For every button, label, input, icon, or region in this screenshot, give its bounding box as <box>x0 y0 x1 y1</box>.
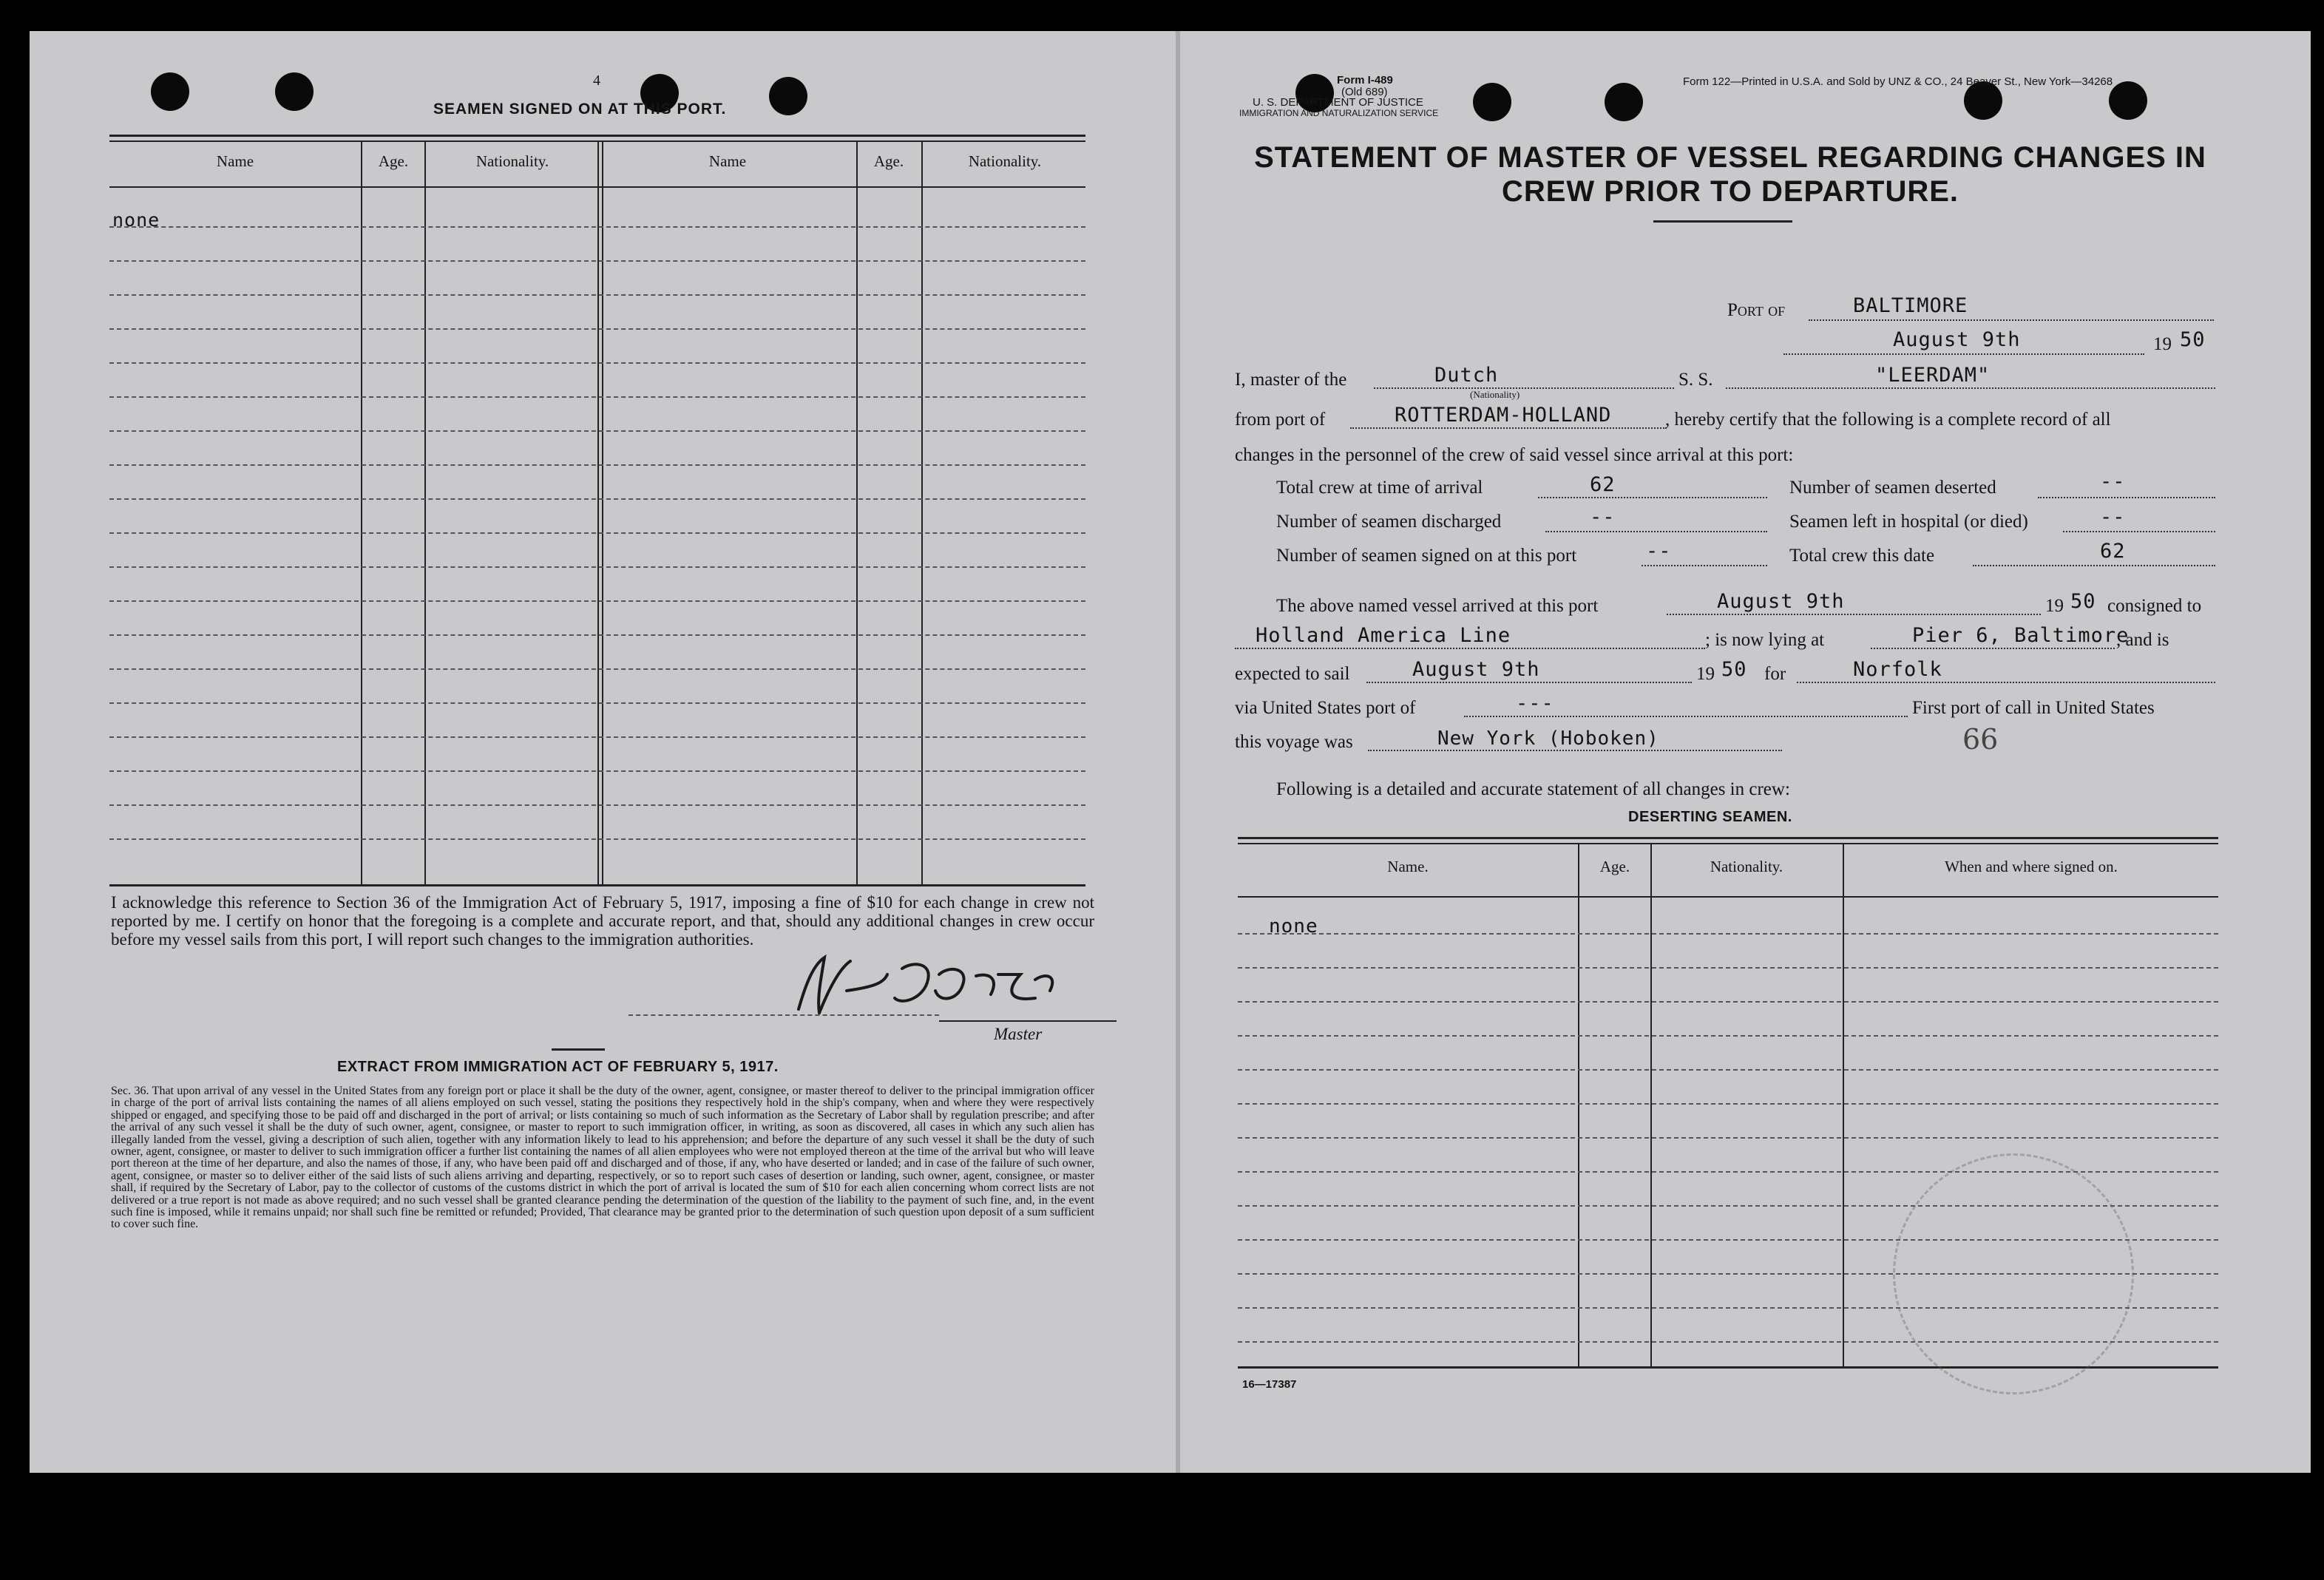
arrived-year-value: 50 <box>2070 590 2096 613</box>
col-divider <box>856 140 858 884</box>
for-label: for <box>1764 664 1786 684</box>
consigned-label: consigned to <box>2107 596 2202 616</box>
table-row <box>109 294 1085 296</box>
extract-divider <box>552 1048 605 1051</box>
form-id: Form I-489 <box>1337 74 1393 87</box>
footer-code: 16—17387 <box>1242 1378 1297 1391</box>
col-header-age: Age. <box>378 152 409 170</box>
table-row <box>1238 1103 2218 1105</box>
date-fill-line <box>1783 353 2144 355</box>
col-header-signed-on: When and where signed on. <box>1945 858 2118 875</box>
col-divider <box>597 140 599 884</box>
punch-hole <box>2109 81 2147 120</box>
signed-on-value: -- <box>1646 540 1672 563</box>
fill-line <box>1235 648 1705 649</box>
table-header-rule <box>1238 896 2218 898</box>
lying-value: Pier 6, Baltimore <box>1912 624 2130 647</box>
punch-hole <box>1605 83 1643 121</box>
table-top-rule <box>109 135 1085 137</box>
year-value: 50 <box>2180 328 2206 351</box>
table-row <box>109 328 1085 330</box>
changes-text: changes in the personnel of the crew of said vessel since arrival at this port: <box>1235 445 1794 465</box>
ss-label: S. S. <box>1678 370 1713 390</box>
following-text: Following is a detailed and accurate statement of all changes in crew: <box>1276 779 1790 799</box>
table-row <box>109 532 1085 534</box>
via-label: via United States port of <box>1235 698 1416 718</box>
faded-stamp <box>1893 1153 2134 1394</box>
col-divider <box>602 140 603 884</box>
col-divider <box>361 140 362 884</box>
table-row <box>1238 1137 2218 1139</box>
col-divider <box>921 140 923 884</box>
sail-value: August 9th <box>1412 658 1540 681</box>
col-divider <box>1843 843 1844 1366</box>
signature-line <box>939 1020 1117 1022</box>
table-row <box>109 362 1085 364</box>
sail-year-value: 50 <box>1721 658 1747 681</box>
table-top-rule <box>1238 837 2218 839</box>
deserted-value: -- <box>2100 470 2126 493</box>
consignee-value: Holland America Line <box>1256 624 1511 647</box>
fill-line <box>1642 565 1767 566</box>
port-fill-line <box>1809 319 2214 321</box>
page-number: 4 <box>593 72 600 89</box>
table-row <box>1238 1001 2218 1003</box>
col-header-nationality: Nationality. <box>1710 858 1783 875</box>
vessel-fill-line <box>1726 387 2215 389</box>
fill-line <box>1667 614 2041 615</box>
fill-line <box>1464 716 1908 717</box>
table-row <box>1238 1035 2218 1037</box>
first-port-label: First port of call in United States <box>1912 698 2155 718</box>
punch-hole <box>275 72 314 111</box>
via-value: --- <box>1516 692 1554 715</box>
fill-line <box>1797 682 2215 683</box>
port-label: Port of <box>1727 300 1786 320</box>
arrived-year-prefix: 19 <box>2045 596 2064 616</box>
table-row <box>109 736 1085 738</box>
sail-label: expected to sail <box>1235 664 1350 684</box>
col-header-age: Age. <box>1599 858 1630 875</box>
vessel-value: "LEERDAM" <box>1875 364 1991 387</box>
table-row <box>109 702 1085 704</box>
table-row <box>109 838 1085 840</box>
signed-on-label: Number of seamen signed on at this port <box>1276 546 1577 566</box>
signed-on-entry: none <box>112 209 160 231</box>
table-row <box>109 600 1085 602</box>
col-header-nationality: Nationality. <box>968 152 1042 170</box>
lying-label: ; is now lying at <box>1705 630 1825 650</box>
fill-line <box>1545 531 1767 532</box>
table-row <box>109 396 1085 398</box>
col-divider <box>424 140 426 884</box>
voyage-value: New York (Hoboken) <box>1437 728 1659 750</box>
fill-line <box>1368 750 1782 751</box>
from-port-fill-line <box>1350 427 1667 429</box>
deserting-entry: none <box>1269 915 1318 938</box>
hospital-value: -- <box>2100 506 2126 529</box>
punch-hole <box>1473 83 1511 121</box>
table-row <box>109 464 1085 466</box>
fill-line <box>1871 648 2115 649</box>
hospital-label: Seamen left in hospital (or died) <box>1789 512 2028 532</box>
table-top-rule <box>1238 843 2218 844</box>
title-underline <box>1653 220 1792 223</box>
extract-text: Sec. 36. That upon arrival of any vessel in the United States from any foreign port or place it shall be the duty of the owner, agent, consignee, or master thereof to deliver to the principal immigration officer in charge of the port of arrival lists containing the names of all aliens employed on such vessel, stating the positions they respectively hold in the ship's company, when and where they were respectively shipped or engaged, and specifying those to be paid off and discharged in the port of arrival; or lists containing so much of such information as the Secretary of Labor shall by regulation prescribe; and after the arrival of any such vessel it shall be the duty of such owner, agent, consignee, or master to report to such immigration officer, in writing, as soon as discovered, all cases in which any such alien has illegally landed from the vessel, giving a description of such alien, together with any information likely to lead to his apprehension; and before the departure of any such vessel it shall be the duty of such owner, agent, consignee, or master to deliver to such immigration officer a further list containing the names of all alien employees who were not employed thereon at the time of the arrival but who will leave port thereon at the time of her departure, and also the names of those, if any, who have been paid off and discharged and of those, if any, who have deserted or landed; and in case of the failure of such owner, agent, consignee, or master so to deliver either of the said lists of such aliens arriving and departing, respectively, or so to report such cases of desertion or landing, such owner, agent, consignee, or master shall, if required by the Secretary of Labor, pay to the collector of customs of the customs district in which the port of arrival is located the sum of $10 for each alien concerning whom correct lists are not delivered or a true report is not made as above required; and no such vessel shall be granted clearance pending the determination of the question of the liability to the payment of such fine, and, in the event such fine is imposed, while it remains unpaid; nor shall such fine be remitted or refunded; Provided, That clearance may be granted prior to the determination of such question upon deposit of a sum sufficient to cover such fine. <box>111 1085 1094 1231</box>
seamen-signed-heading: SEAMEN SIGNED ON AT THIS PORT. <box>433 101 727 118</box>
nationality-caption: (Nationality) <box>1470 389 1520 400</box>
arrived-value: August 9th <box>1717 590 1845 613</box>
table-row <box>109 226 1085 228</box>
table-row <box>1238 967 2218 969</box>
signature-caption: Master <box>994 1025 1043 1043</box>
year-prefix: 19 <box>2153 334 2172 354</box>
discharged-label: Number of seamen discharged <box>1276 512 1502 532</box>
fill-line <box>1538 497 1767 498</box>
acknowledgement-text: I acknowledge this reference to Section 36 of the Immigration Act of February 5, 1917, imposing a fine of $10 for each change in crew not reported by me. I certify on honor that the foregoing is a complete and accurate report, and that, should any additional changes in crew occur before my vessel sails from this port, I will report such changes to the immigration authorities. <box>111 893 1094 949</box>
date-value: August 9th <box>1893 328 2021 351</box>
form-old: (Old 689) <box>1341 86 1388 98</box>
total-crew-date-label: Total crew this date <box>1789 546 1935 566</box>
and-is: , and is <box>2116 630 2169 650</box>
page-fold <box>1176 31 1180 1473</box>
table-row <box>109 566 1085 568</box>
printer-note: Form 122—Printed in U.S.A. and Sold by UNZ & CO., 24 Beaver St., New York—34268 <box>1683 75 2113 88</box>
fill-line <box>2038 497 2215 498</box>
total-crew-arrival-label: Total crew at time of arrival <box>1276 478 1483 498</box>
col-header-name: Name. <box>1387 858 1429 875</box>
arrived-label: The above named vessel arrived at this port <box>1276 596 1599 616</box>
punch-hole <box>151 72 189 111</box>
master-label: I, master of the <box>1235 370 1347 390</box>
table-row <box>109 770 1085 772</box>
table-row <box>109 804 1085 806</box>
sail-year-prefix: 19 <box>1696 664 1715 684</box>
handwritten-number: 66 <box>1962 723 1999 756</box>
certify-text: , hereby certify that the following is a complete record of all <box>1665 410 2111 430</box>
port-value: BALTIMORE <box>1853 294 1968 317</box>
fill-line <box>2063 531 2215 532</box>
table-row <box>109 668 1085 670</box>
from-port-label: from port of <box>1235 410 1326 430</box>
table-row <box>109 430 1085 432</box>
form-title: STATEMENT OF MASTER OF VESSEL REGARDING CHANGES IN CREW PRIOR TO DEPARTURE. <box>1254 141 2206 208</box>
nationality-fill-line <box>1374 387 1674 389</box>
table-row <box>109 634 1085 636</box>
fill-line <box>1973 565 2215 566</box>
col-divider <box>1578 843 1579 1366</box>
total-crew-date-value: 62 <box>2100 540 2126 563</box>
table-row <box>109 498 1085 500</box>
fill-line <box>1366 682 1692 683</box>
nationality-value: Dutch <box>1434 364 1499 387</box>
voyage-label: this voyage was <box>1235 732 1353 752</box>
for-value: Norfolk <box>1853 658 1942 681</box>
deserted-label: Number of seamen deserted <box>1789 478 1996 498</box>
total-crew-arrival-value: 62 <box>1590 473 1616 496</box>
col-header-name: Name <box>708 152 747 170</box>
col-header-nationality: Nationality. <box>475 152 549 170</box>
punch-hole <box>769 77 807 115</box>
table-row <box>1238 933 2218 935</box>
col-divider <box>1650 843 1652 1366</box>
extract-heading: EXTRACT FROM IMMIGRATION ACT OF FEBRUARY 5, 1917. <box>337 1059 779 1075</box>
deserting-heading: DESERTING SEAMEN. <box>1628 809 1792 825</box>
service: IMMIGRATION AND NATURALIZATION SERVICE <box>1239 108 1439 118</box>
table-row <box>109 260 1085 262</box>
table-bottom-rule <box>109 884 1085 886</box>
discharged-value: -- <box>1590 506 1616 529</box>
department: U. S. DEPARTMENT OF JUSTICE <box>1253 96 1423 109</box>
col-header-name: Name <box>216 152 254 170</box>
from-port-value: ROTTERDAM-HOLLAND <box>1395 404 1612 427</box>
col-header-age: Age. <box>873 152 904 170</box>
signature-line <box>629 1014 939 1016</box>
table-row <box>1238 1069 2218 1071</box>
